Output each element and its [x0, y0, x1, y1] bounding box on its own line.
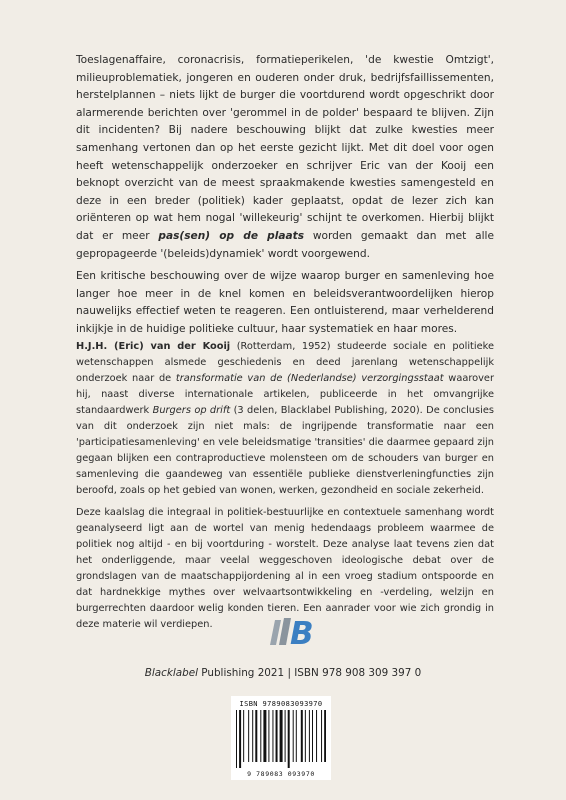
book-title-italic: Burgers op drift [152, 404, 231, 416]
barcode-bar [239, 710, 241, 768]
blurb-paragraph-1 [76, 52, 494, 263]
isbn-label: ISBN 9789083093970 [239, 700, 323, 708]
blurb-paragraph-2: Een kritische beschouwing over de wijze waarop burger en samenleving hoe langer hoe meer in de knel komen en beleidsverantwoordelijken hierop nauwelijks effectief weten te reageren. Een ontluisterend, maar verhelderend inkijkje in de huidige politieke cultuur, haar systematiek en haar mores. [76, 270, 494, 335]
barcode-bar [316, 710, 317, 762]
logo-letter: B [290, 616, 314, 647]
author-bio-paragraph [76, 339, 494, 499]
barcode-bar [309, 710, 310, 762]
bio-text: (3 delen, Blacklabel Publishing, 2020). De conclusies van dit onderzoek zijn niet mals: de ingrijpende transformatie naar een 'participatiesamenleving' en vele beleidsmatige 'transities' die daarmee gepaard zijn gegaan blijken een contraproductieve molensteen om de schouders van burger en samenleving die gaandeweg van essentiële publieke dienstverleningfuncties zijn beroofd, zoals op het gebied van wonen, werken, gezondheid en sociale zekerheid. [76, 404, 494, 496]
barcode-bar [252, 710, 253, 762]
publisher-line [0, 667, 566, 679]
barcode-bar [324, 710, 326, 762]
barcode-bar [288, 710, 290, 768]
bio-italic-text: transformatie van de (Nederlandse) verzorgingsstaat [175, 372, 444, 384]
barcode-bar [268, 710, 269, 762]
barcode-bar [301, 710, 303, 762]
bio-text: waarover hij, naast diverse internationale artikelen, publiceerde in het omvangrijke standaardwerk [76, 372, 494, 416]
blurb-text: worden gemaakt dan met alle gepropageerde '(beleids)dynamiek' wordt voorgewend. [76, 229, 494, 260]
barcode-bar [248, 710, 249, 762]
barcode-bar [276, 710, 278, 762]
blurb-paragraph-4: Deze kaalslag die integraal in politiek-bestuurlijke en contextuele samenhang wordt geanalyseerd ligt aan de wortel van menig hedendaags probleem waarmee de politiek nog altijd - en bij voortduring - worstelt. Deze analyse laat tevens zien dat het onderliggende, maar veelal weggeschoven ideologische debat over de grondslagen van de maatschappijordening al in een vroeg stadium ontspoorde en dat hardnekkige mythes over welvaartsontwikkeling en -verdeling, welzijn en burgerrechten daardoor welig konden tieren. Een aanrader voor wie zich grondig in deze materie wil verdiepen. [76, 506, 494, 630]
barcode-bar [312, 710, 313, 762]
barcode-digits: 9 789083 093970 [247, 770, 315, 778]
publisher-isbn-text: Publishing 2021 | ISBN 978 908 309 397 0 [197, 667, 422, 679]
publisher-brand: Blacklabel [144, 667, 198, 679]
barcode-bar [280, 710, 283, 762]
barcode-bar [285, 710, 286, 762]
barcode-bar [243, 710, 244, 762]
barcode-bar [263, 710, 266, 762]
author-name: H.J.H. (Eric) van der Kooij [76, 340, 231, 352]
barcode-bar [293, 710, 294, 762]
barcode-bar [305, 710, 306, 762]
emphasis-text: pas(sen) op de plaats [158, 229, 305, 242]
barcode-bar [321, 710, 322, 762]
barcode-bar [255, 710, 257, 762]
publisher-logo [268, 615, 322, 647]
isbn-barcode [231, 696, 331, 780]
barcode-bar [236, 710, 237, 768]
barcode-bar [296, 710, 297, 762]
barcode-bar [260, 710, 261, 762]
bio-text: (Rotterdam, 1952) studeerde sociale en politieke wetenschappen alsmede geschiedenis en deed jarenlang wetenschappelijk onderzoek naar de [76, 340, 494, 384]
barcode-bars [236, 710, 326, 768]
back-cover-text [76, 52, 494, 633]
logo-bar-1 [270, 620, 281, 645]
barcode-bar [272, 710, 273, 762]
blurb-text: Toeslagenaffaire, coronacrisis, formatieperikelen, 'de kwestie Omtzigt', milieuproblematiek, jongeren en ouderen onder druk, bedrijfsfaillissementen, herstelplannen – niets lijkt de burger die voortdurend wordt opgeschrikt door alarmerende berichten over 'gerommel in de polder' bespaard te blijven. Zijn dit incidenten? Bij nadere beschouwing blijkt dat zulke kwesties meer samenhang vertonen dan op het eerste gezicht lijkt. Met dit doel voor ogen heeft wetenschappelijk onderzoeker en schrijver Eric van der Kooij een beknopt overzicht van de meest spraakmakende kwesties samengesteld en deze in een breder (politiek) kader geplaatst, opdat de lezer zich kan oriënteren op wat hem nogal 'willekeurig' schijnt te overkomen. Hierbij blijkt dat er meer [76, 54, 494, 242]
